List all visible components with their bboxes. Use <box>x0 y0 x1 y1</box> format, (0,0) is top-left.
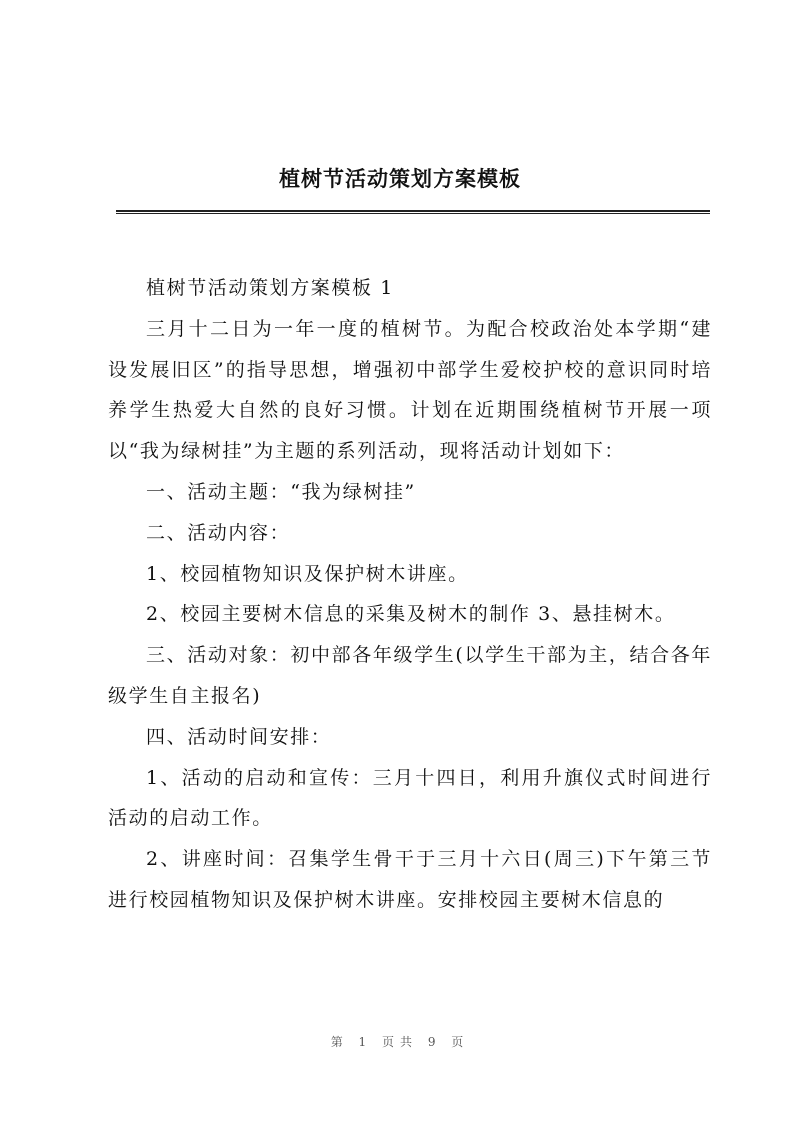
paragraph: 2、校园主要树木信息的采集及树木的制作 3、悬挂树木。 <box>146 603 676 626</box>
document-body <box>108 268 712 921</box>
paragraph: 三、活动对象：初中部各年级学生(以学生干部为主，结合各年级学生自主报名) <box>108 644 712 707</box>
paragraph: 四、活动时间安排： <box>146 725 332 748</box>
page-title: 植树节活动策划方案模板 <box>279 166 521 191</box>
page-number: 第 1 页共 9 页 <box>330 1035 470 1049</box>
paragraph: 2、讲座时间：召集学生骨干于三月十六日(周三)下午第三节进行校园植物知识及保护树木讲座。安排校园主要树木信息的 <box>108 848 712 911</box>
section-heading: 植树节活动策划方案模板 1 <box>146 277 394 299</box>
paragraph: 1、活动的启动和宣传：三月十四日，利用升旗仪式时间进行活动的启动工作。 <box>108 766 712 830</box>
paragraph: 1、校园植物知识及保护树木讲座。 <box>146 562 469 585</box>
paragraph: 三月十二日为一年一度的植树节。为配合校政治处本学期“建设发展旧区”的指导思想，增强初中部学生爱校护校的意识同时培养学生热爱大自然的良好习惯。计划在近期围绕植树节开展一项以“我为绿树挂”为主题的系列活动，现将活动计划如下： <box>108 317 712 463</box>
paragraph: 二、活动内容： <box>146 521 291 544</box>
paragraph: 一、活动主题：“我为绿树挂” <box>146 480 416 503</box>
title-divider <box>116 210 710 214</box>
